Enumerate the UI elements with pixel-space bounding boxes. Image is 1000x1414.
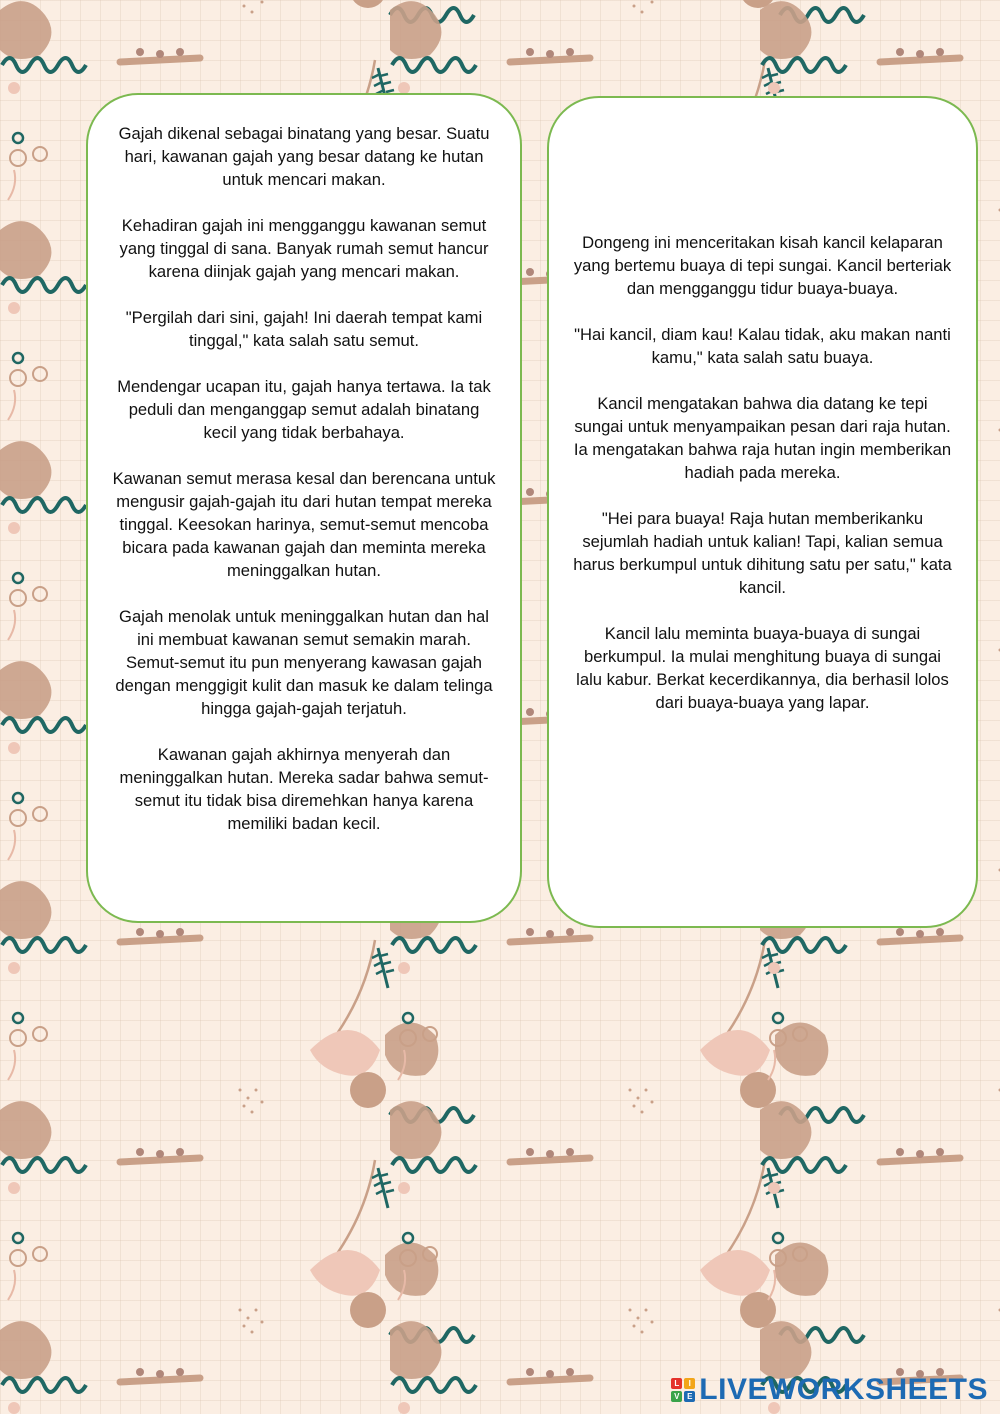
story-paragraph: "Hai kancil, diam kau! Kalau tidak, aku makan nanti kamu," kata salah satu buaya. (574, 325, 951, 367)
story-paragraph: Gajah dikenal sebagai binatang yang besar. Suatu hari, kawanan gajah yang besar datang ke hutan untuk mencari makan. (118, 124, 490, 189)
story-paragraph: Dongeng ini menceritakan kisah kancil kelaparan yang bertemu buaya di tepi sungai. Kancil berteriak dan mengganggu tidur buaya-buaya. (573, 233, 952, 298)
story-paragraph: Kancil mengatakan bahwa dia datang ke tepi sungai untuk menyampaikan pesan dari raja hutan. Ia mengatakan bahwa raja hutan ingin memberikan hadiah pada mereka. (573, 394, 952, 482)
story-paragraph: Kancil lalu meminta buaya-buaya di sungai berkumpul. Ia mulai menghitung buaya di sungai lalu kabur. Berkat kecerdikannya, dia berhasil lolos dari buaya-buaya yang lapar. (576, 624, 949, 712)
story-card-semut-gajah (86, 93, 522, 923)
brand-name: LIVEWORKSHEETS (699, 1373, 988, 1406)
story-paragraph: Kawanan semut merasa kesal dan berencana untuk mengusir gajah-gajah itu dari hutan tempat mereka tinggal. Keesokan harinya, semut-semut mencoba bicara pada kawanan gajah dan meminta mereka meninggalkan hutan. (112, 469, 496, 580)
liveworksheets-brand[interactable] (671, 1372, 988, 1408)
story-paragraph: Kehadiran gajah ini mengganggu kawanan semut yang tinggal di sana. Banyak rumah semut hancur karena diinjak gajah yang mencari makan. (119, 216, 489, 281)
story-paragraph: "Hei para buaya! Raja hutan memberikanku sejumlah hadiah untuk kalian! Tapi, kalian semua harus berkumpul untuk dihitung satu per satu," kata kancil. (573, 509, 952, 597)
story-paragraph: "Pergilah dari sini, gajah! Ini daerah tempat kami tinggal," kata salah satu semut. (125, 308, 483, 350)
liveworksheets-logo-icon: L I V E (671, 1378, 695, 1402)
story-paragraph: Mendengar ucapan itu, gajah hanya tertawa. Ia tak peduli dan menganggap semut adalah binatang kecil yang tidak berbahaya. (117, 377, 491, 442)
story-paragraph: Kawanan gajah akhirnya menyerah dan meninggalkan hutan. Mereka sadar bahwa semut-semut itu tidak bisa diremehkan hanya karena memiliki badan kecil. (119, 745, 489, 833)
story-paragraph: Gajah menolak untuk meninggalkan hutan dan hal ini membuat kawanan semut semakin marah. Semut-semut itu pun menyerang kawasan gajah dengan menggigit kulit dan masuk ke dalam telinga hingga gajah-gajah terjatuh. (115, 607, 493, 718)
story-card-kancil-buaya (547, 96, 978, 928)
